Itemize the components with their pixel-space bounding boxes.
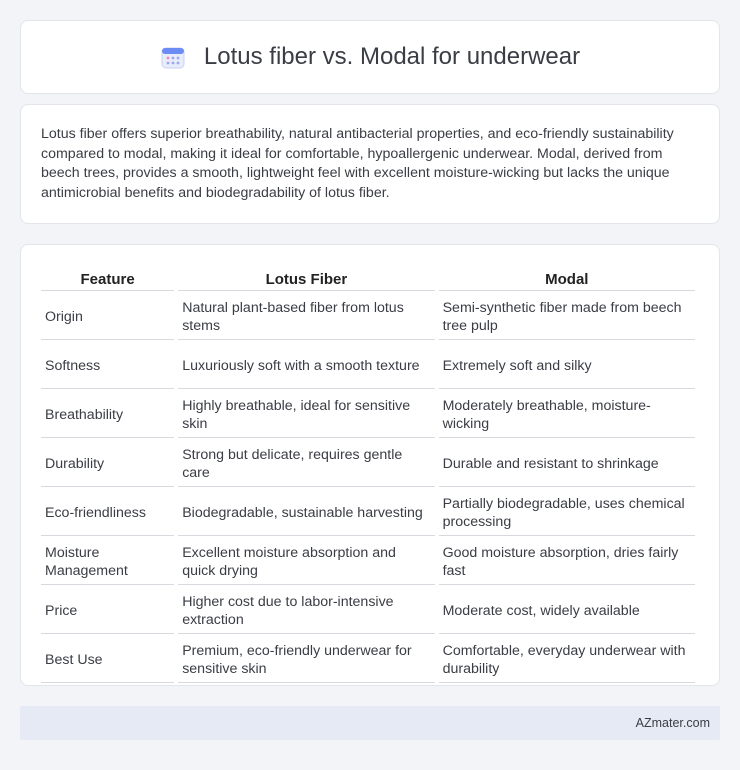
lotus-cell: Luxuriously soft with a smooth texture: [178, 342, 434, 389]
feature-cell: Durability: [41, 440, 174, 487]
intro-paragraph: Lotus fiber offers superior breathability, natural antibacterial properties, and eco-friendly sustainability compared to modal, making it ideal for comfortable, hypoallergenic underwear. Modal, derived from beech trees, provides a smooth, lightweight feel with excellent moisture-wicking but lacks the unique antimicrobial benefits and biodegradability of lotus fiber.: [41, 126, 674, 201]
modal-cell: Moderately breathable, moisture-wicking: [439, 391, 695, 438]
feature-cell: Price: [41, 587, 174, 634]
table-row: [41, 293, 695, 340]
header-feature: Feature: [41, 267, 174, 291]
comparison-card: [20, 244, 720, 686]
feature-cell: Moisture Management: [41, 538, 174, 585]
feature-cell: Eco-friendliness: [41, 489, 174, 536]
calendar-icon: [160, 44, 186, 70]
lotus-cell: Strong but delicate, requires gentle care: [178, 440, 434, 487]
feature-cell: Softness: [41, 342, 174, 389]
table-row: [41, 342, 695, 389]
modal-cell: Semi-synthetic fiber made from beech tree pulp: [439, 293, 695, 340]
footer: [20, 706, 720, 740]
lotus-cell: Excellent moisture absorption and quick drying: [178, 538, 434, 585]
lotus-cell: Premium, eco-friendly underwear for sensitive skin: [178, 636, 434, 683]
modal-cell: Comfortable, everyday underwear with durability: [439, 636, 695, 683]
feature-cell: Origin: [41, 293, 174, 340]
comparison-table: [37, 265, 699, 685]
table-row: [41, 538, 695, 585]
table-row: [41, 489, 695, 536]
modal-cell: Partially biodegradable, uses chemical processing: [439, 489, 695, 536]
lotus-cell: Highly breathable, ideal for sensitive skin: [178, 391, 434, 438]
table-row: [41, 636, 695, 683]
table-header-row: [41, 267, 695, 291]
table-row: [41, 587, 695, 634]
header-lotus-fiber: Lotus Fiber: [178, 267, 434, 291]
modal-cell: Extremely soft and silky: [439, 342, 695, 389]
table-row: [41, 391, 695, 438]
modal-cell: Good moisture absorption, dries fairly fast: [439, 538, 695, 585]
footer-site-link[interactable]: AZmater.com: [635, 716, 710, 730]
feature-cell: Best Use: [41, 636, 174, 683]
feature-cell: Breathability: [41, 391, 174, 438]
modal-cell: Moderate cost, widely available: [439, 587, 695, 634]
lotus-cell: Higher cost due to labor-intensive extraction: [178, 587, 434, 634]
lotus-cell: Biodegradable, sustainable harvesting: [178, 489, 434, 536]
page-title: Lotus fiber vs. Modal for underwear: [203, 43, 581, 70]
modal-cell: Durable and resistant to shrinkage: [439, 440, 695, 487]
title-card: [20, 20, 720, 94]
lotus-cell: Natural plant-based fiber from lotus stems: [178, 293, 434, 340]
header-modal: Modal: [439, 267, 695, 291]
table-row: [41, 440, 695, 487]
intro-card: [20, 104, 720, 224]
title-wrap: [160, 43, 580, 71]
